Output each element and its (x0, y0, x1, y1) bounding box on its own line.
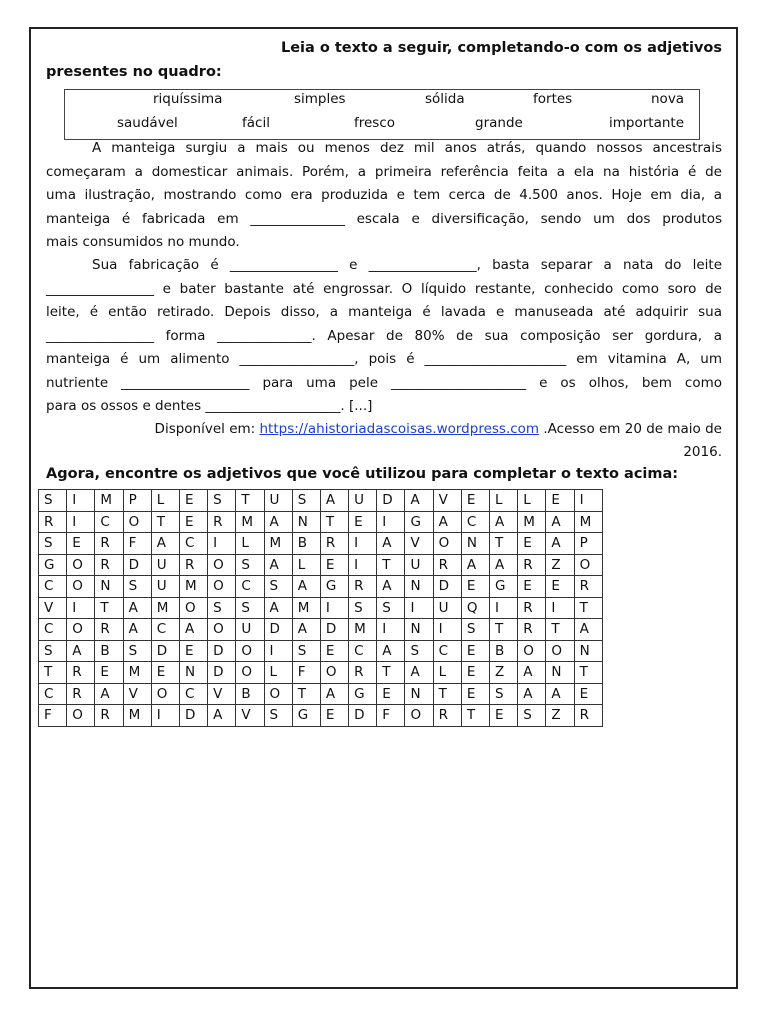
grid-cell[interactable]: A (67, 640, 95, 662)
grid-cell[interactable]: I (264, 640, 292, 662)
grid-cell[interactable]: S (208, 597, 236, 619)
grid-cell[interactable]: T (151, 511, 179, 533)
grid-cell[interactable]: N (574, 640, 602, 662)
grid-cell[interactable]: D (349, 705, 377, 727)
grid-cell[interactable]: E (320, 640, 348, 662)
grid-row (39, 533, 603, 555)
grid-cell[interactable]: C (433, 640, 461, 662)
grid-cell[interactable]: O (208, 576, 236, 598)
grid-cell[interactable]: S (236, 554, 264, 576)
grid-cell[interactable]: O (67, 576, 95, 598)
source-suffix: .Acesso em 20 de maio de (539, 421, 722, 437)
grid-cell[interactable]: B (490, 640, 518, 662)
grid-cell[interactable]: U (405, 554, 433, 576)
grid-cell[interactable]: E (461, 576, 489, 598)
grid-cell[interactable]: T (574, 662, 602, 684)
grid-cell[interactable]: N (405, 576, 433, 598)
grid-cell[interactable]: N (405, 619, 433, 641)
word-bank-item: nova (651, 91, 685, 107)
grid-cell[interactable]: E (461, 490, 489, 512)
grid-cell[interactable]: N (179, 662, 207, 684)
source-citation (46, 418, 722, 464)
grid-cell[interactable]: Q (461, 597, 489, 619)
grid-cell[interactable]: U (349, 490, 377, 512)
grid-cell[interactable]: R (95, 619, 123, 641)
grid-cell[interactable]: C (179, 683, 207, 705)
grid-cell[interactable]: O (208, 619, 236, 641)
grid-cell[interactable]: A (377, 533, 405, 555)
grid-cell[interactable]: U (433, 597, 461, 619)
grid-cell[interactable]: D (179, 705, 207, 727)
grid-cell[interactable]: R (95, 533, 123, 555)
grid-cell[interactable]: D (208, 640, 236, 662)
grid-cell[interactable]: O (320, 662, 348, 684)
grid-cell[interactable]: E (151, 662, 179, 684)
text-line: manteiga é fabricada em ______________ escala e diversificação, sendo um dos produtos (46, 210, 722, 227)
grid-cell[interactable]: E (377, 683, 405, 705)
grid-cell[interactable]: O (433, 533, 461, 555)
grid-cell[interactable]: U (264, 490, 292, 512)
instruction-heading-cont: presentes no quadro: (46, 64, 222, 80)
grid-cell[interactable]: E (179, 511, 207, 533)
grid-cell[interactable]: L (151, 490, 179, 512)
grid-cell[interactable]: Z (546, 554, 574, 576)
grid-row (39, 683, 603, 705)
grid-cell[interactable]: E (320, 554, 348, 576)
grid-cell[interactable]: G (405, 511, 433, 533)
grid-cell[interactable]: I (490, 597, 518, 619)
grid-cell[interactable]: T (433, 683, 461, 705)
grid-cell[interactable]: A (405, 490, 433, 512)
grid-cell[interactable]: A (574, 619, 602, 641)
grid-cell[interactable]: E (546, 576, 574, 598)
grid-cell[interactable]: F (377, 705, 405, 727)
text-line: nutriente ___________________ para uma pele ____________________ e os olhos, bem como (46, 374, 722, 391)
grid-cell[interactable]: S (405, 640, 433, 662)
source-prefix: Disponível em: (154, 421, 260, 437)
grid-cell[interactable]: I (433, 619, 461, 641)
grid-cell[interactable]: I (546, 597, 574, 619)
grid-cell[interactable]: R (518, 597, 546, 619)
grid-cell[interactable]: U (236, 619, 264, 641)
grid-cell[interactable]: R (349, 576, 377, 598)
grid-row (39, 511, 603, 533)
grid-cell[interactable]: R (95, 705, 123, 727)
grid-cell[interactable]: T (574, 597, 602, 619)
grid-row (39, 490, 603, 512)
grid-cell[interactable]: O (67, 554, 95, 576)
grid-cell[interactable]: V (208, 683, 236, 705)
grid-cell[interactable]: A (490, 554, 518, 576)
grid-cell[interactable]: P (574, 533, 602, 555)
grid-cell[interactable]: V (123, 683, 151, 705)
grid-cell[interactable]: V (433, 490, 461, 512)
grid-cell[interactable]: L (518, 490, 546, 512)
grid-cell[interactable]: S (349, 597, 377, 619)
grid-cell[interactable]: O (405, 705, 433, 727)
grid-cell[interactable]: O (264, 683, 292, 705)
grid-cell[interactable]: G (39, 554, 67, 576)
grid-cell[interactable]: R (208, 511, 236, 533)
grid-cell[interactable]: R (574, 576, 602, 598)
grid-cell[interactable]: I (574, 490, 602, 512)
grid-cell[interactable]: A (320, 490, 348, 512)
grid-cell[interactable]: L (236, 533, 264, 555)
grid-cell[interactable]: M (95, 490, 123, 512)
grid-cell[interactable]: O (518, 640, 546, 662)
grid-cell[interactable]: C (39, 683, 67, 705)
grid-cell[interactable]: T (320, 511, 348, 533)
grid-cell[interactable]: D (151, 640, 179, 662)
grid-cell[interactable]: G (349, 683, 377, 705)
grid-cell[interactable]: I (349, 554, 377, 576)
grid-cell[interactable]: C (236, 576, 264, 598)
grid-cell[interactable]: B (236, 683, 264, 705)
grid-cell[interactable]: A (208, 705, 236, 727)
grid-cell[interactable]: M (264, 533, 292, 555)
text-line: A manteiga surgiu a mais ou menos dez mil anos atrás, quando nossos ancestrais (92, 140, 722, 156)
grid-cell[interactable]: A (518, 683, 546, 705)
grid-cell[interactable]: A (433, 511, 461, 533)
grid-cell[interactable]: R (518, 554, 546, 576)
grid-cell[interactable]: I (320, 597, 348, 619)
grid-cell[interactable]: T (95, 597, 123, 619)
grid-cell[interactable]: E (461, 683, 489, 705)
grid-cell[interactable]: C (349, 640, 377, 662)
grid-cell[interactable]: R (67, 662, 95, 684)
grid-cell[interactable]: C (95, 511, 123, 533)
grid-cell[interactable]: L (264, 662, 292, 684)
grid-cell[interactable]: R (320, 533, 348, 555)
grid-cell[interactable]: M (123, 662, 151, 684)
grid-cell[interactable]: M (179, 576, 207, 598)
grid-cell[interactable]: M (123, 705, 151, 727)
paragraph-2 (46, 254, 722, 419)
grid-cell[interactable]: M (292, 597, 320, 619)
grid-cell[interactable]: T (461, 705, 489, 727)
grid-cell[interactable]: N (546, 662, 574, 684)
grid-cell[interactable]: A (546, 683, 574, 705)
grid-cell[interactable]: A (292, 619, 320, 641)
grid-cell[interactable]: A (405, 662, 433, 684)
grid-cell[interactable]: O (236, 640, 264, 662)
grid-cell[interactable]: S (208, 490, 236, 512)
word-bank-item: riquíssima (153, 91, 223, 107)
grid-cell[interactable]: T (292, 683, 320, 705)
grid-cell[interactable]: O (67, 705, 95, 727)
text-line: leite, é então retirado. Depois disso, a manteiga é lavada e manuseada até adquirir sua (46, 304, 722, 320)
grid-cell[interactable]: R (39, 511, 67, 533)
grid-cell[interactable]: E (179, 490, 207, 512)
grid-cell[interactable]: D (377, 490, 405, 512)
source-link[interactable]: https://ahistoriadascoisas.wordpress.com (259, 421, 540, 437)
grid-cell[interactable]: A (264, 597, 292, 619)
grid-cell[interactable]: I (377, 511, 405, 533)
grid-cell[interactable]: I (208, 533, 236, 555)
instruction-heading: Leia o texto a seguir, completando-o com os adjetivos (280, 40, 722, 56)
grid-cell[interactable]: E (490, 705, 518, 727)
grid-row (39, 705, 603, 727)
grid-cell[interactable]: B (95, 640, 123, 662)
grid-cell[interactable]: A (377, 640, 405, 662)
grid-cell[interactable]: O (179, 597, 207, 619)
grid-cell[interactable]: S (292, 640, 320, 662)
grid-cell[interactable]: L (292, 554, 320, 576)
grid-cell[interactable]: S (461, 619, 489, 641)
grid-cell[interactable]: F (292, 662, 320, 684)
grid-cell[interactable]: V (236, 705, 264, 727)
grid-cell[interactable]: G (490, 576, 518, 598)
grid-cell[interactable]: V (39, 597, 67, 619)
grid-cell[interactable]: V (405, 533, 433, 555)
grid-cell[interactable]: E (546, 490, 574, 512)
grid-cell[interactable]: S (377, 597, 405, 619)
grid-cell[interactable]: T (377, 662, 405, 684)
grid-row (39, 662, 603, 684)
grid-row (39, 554, 603, 576)
grid-cell[interactable]: R (179, 554, 207, 576)
grid-cell[interactable]: E (518, 576, 546, 598)
grid-cell[interactable]: O (236, 662, 264, 684)
grid-cell[interactable]: I (151, 705, 179, 727)
grid-cell[interactable]: N (461, 533, 489, 555)
grid-cell[interactable]: E (349, 511, 377, 533)
text-line: para os ossos e dentes ____________________. [...] (46, 398, 373, 414)
wordsearch-heading: Agora, encontre os adjetivos que você utilizou para completar o texto acima: (46, 466, 679, 482)
grid-cell[interactable]: Z (490, 662, 518, 684)
grid-cell[interactable]: R (433, 705, 461, 727)
grid-cell[interactable]: S (39, 490, 67, 512)
grid-cell[interactable]: A (95, 683, 123, 705)
grid-cell[interactable]: R (518, 619, 546, 641)
grid-cell[interactable]: C (151, 619, 179, 641)
grid-cell[interactable]: D (123, 554, 151, 576)
grid-cell[interactable]: A (546, 533, 574, 555)
text-line: Sua fabricação é ________________ e ________________, basta separar a nata do leite (92, 257, 722, 273)
text-line: uma ilustração, mostrando como era produzida e tem cerca de 4.500 anos. Hoje em dia, a (46, 187, 722, 203)
grid-cell[interactable]: A (461, 554, 489, 576)
grid-cell[interactable]: A (490, 511, 518, 533)
grid-cell[interactable]: T (39, 662, 67, 684)
grid-cell[interactable]: I (67, 490, 95, 512)
grid-cell[interactable]: D (320, 619, 348, 641)
grid-cell[interactable]: M (349, 619, 377, 641)
grid-cell[interactable]: I (377, 619, 405, 641)
grid-cell[interactable]: S (39, 533, 67, 555)
word-bank-item: grande (475, 115, 523, 131)
grid-cell[interactable]: M (236, 511, 264, 533)
grid-cell[interactable]: D (264, 619, 292, 641)
grid-cell[interactable]: P (123, 490, 151, 512)
text-line: ________________ e bater bastante até engrossar. O líquido restante, conhecido como soro de (46, 280, 722, 297)
word-bank-item: sólida (425, 91, 465, 107)
grid-cell[interactable]: O (574, 554, 602, 576)
grid-cell[interactable]: A (292, 576, 320, 598)
grid-cell[interactable]: S (264, 576, 292, 598)
grid-cell[interactable]: R (574, 705, 602, 727)
grid-cell[interactable]: T (236, 490, 264, 512)
paragraph-1 (46, 137, 722, 255)
grid-cell[interactable]: E (95, 662, 123, 684)
grid-cell[interactable]: D (208, 662, 236, 684)
grid-cell[interactable]: R (433, 554, 461, 576)
grid-cell[interactable]: I (67, 511, 95, 533)
grid-cell[interactable]: A (518, 662, 546, 684)
grid-row (39, 640, 603, 662)
grid-cell[interactable]: E (320, 705, 348, 727)
grid-cell[interactable]: C (461, 511, 489, 533)
word-bank-item: fresco (354, 115, 396, 131)
grid-row (39, 619, 603, 641)
word-bank (64, 89, 700, 140)
grid-cell[interactable]: E (179, 640, 207, 662)
word-search-grid (38, 489, 603, 727)
grid-cell[interactable]: G (320, 576, 348, 598)
grid-cell[interactable]: E (518, 533, 546, 555)
grid-cell[interactable]: C (179, 533, 207, 555)
word-bank-item: fortes (533, 91, 573, 107)
grid-cell[interactable]: A (377, 576, 405, 598)
grid-cell[interactable]: S (264, 705, 292, 727)
grid-cell[interactable]: F (123, 533, 151, 555)
grid-cell[interactable]: C (39, 576, 67, 598)
grid-cell[interactable]: S (236, 597, 264, 619)
grid-cell[interactable]: N (292, 511, 320, 533)
grid-cell[interactable]: I (405, 597, 433, 619)
word-bank-item: fácil (242, 115, 270, 131)
grid-cell[interactable]: T (490, 533, 518, 555)
text-line: ________________ forma ______________. Apesar de 80% de sua composição ser gordura, a (46, 327, 722, 344)
grid-cell[interactable]: A (123, 597, 151, 619)
grid-cell[interactable]: S (123, 576, 151, 598)
grid-cell[interactable]: U (151, 554, 179, 576)
grid-cell[interactable]: F (39, 705, 67, 727)
grid-cell[interactable]: A (264, 511, 292, 533)
grid-row (39, 597, 603, 619)
grid-cell[interactable]: B (292, 533, 320, 555)
grid-cell[interactable]: E (461, 640, 489, 662)
word-bank-item: simples (294, 91, 346, 107)
grid-cell[interactable]: S (292, 490, 320, 512)
grid-cell[interactable]: T (546, 619, 574, 641)
grid-cell[interactable]: O (123, 511, 151, 533)
grid-cell[interactable]: E (67, 533, 95, 555)
word-bank-item: saudável (117, 115, 178, 131)
grid-cell[interactable]: Z (546, 705, 574, 727)
grid-cell[interactable]: S (123, 640, 151, 662)
grid-cell[interactable]: O (208, 554, 236, 576)
grid-cell[interactable]: R (67, 683, 95, 705)
grid-cell[interactable]: M (151, 597, 179, 619)
grid-cell[interactable]: M (574, 511, 602, 533)
grid-cell[interactable]: M (518, 511, 546, 533)
grid-cell[interactable]: T (377, 554, 405, 576)
grid-cell[interactable]: S (490, 683, 518, 705)
grid-row (39, 576, 603, 598)
grid-cell[interactable]: A (320, 683, 348, 705)
grid-cell[interactable]: D (433, 576, 461, 598)
grid-cell[interactable]: A (546, 511, 574, 533)
grid-cell[interactable]: U (151, 576, 179, 598)
grid-cell[interactable]: R (349, 662, 377, 684)
grid-cell[interactable]: R (95, 554, 123, 576)
grid-cell[interactable]: O (546, 640, 574, 662)
grid-cell[interactable]: A (179, 619, 207, 641)
grid-cell[interactable]: A (264, 554, 292, 576)
grid-cell[interactable]: S (518, 705, 546, 727)
text-line: mais consumidos no mundo. (46, 234, 240, 250)
grid-cell[interactable]: A (151, 533, 179, 555)
grid-cell[interactable]: O (151, 683, 179, 705)
grid-cell[interactable]: A (123, 619, 151, 641)
grid-cell[interactable]: N (95, 576, 123, 598)
word-bank-item: importante (609, 115, 685, 131)
grid-cell[interactable]: E (574, 683, 602, 705)
grid-cell[interactable]: E (461, 662, 489, 684)
grid-cell[interactable]: L (433, 662, 461, 684)
grid-cell[interactable]: I (67, 597, 95, 619)
grid-cell[interactable]: S (39, 640, 67, 662)
grid-cell[interactable]: I (349, 533, 377, 555)
grid-cell[interactable]: T (490, 619, 518, 641)
grid-cell[interactable]: G (292, 705, 320, 727)
grid-cell[interactable]: N (405, 683, 433, 705)
text-line: começaram a domesticar animais. Porém, a primeira referência feita a ela na história é de (46, 163, 722, 180)
text-line: manteiga é um alimento _________________, pois é _____________________ em vitamina A, um (46, 351, 722, 367)
grid-cell[interactable]: L (490, 490, 518, 512)
grid-cell[interactable]: O (67, 619, 95, 641)
source-year: 2016. (683, 444, 722, 460)
grid-cell[interactable]: C (39, 619, 67, 641)
